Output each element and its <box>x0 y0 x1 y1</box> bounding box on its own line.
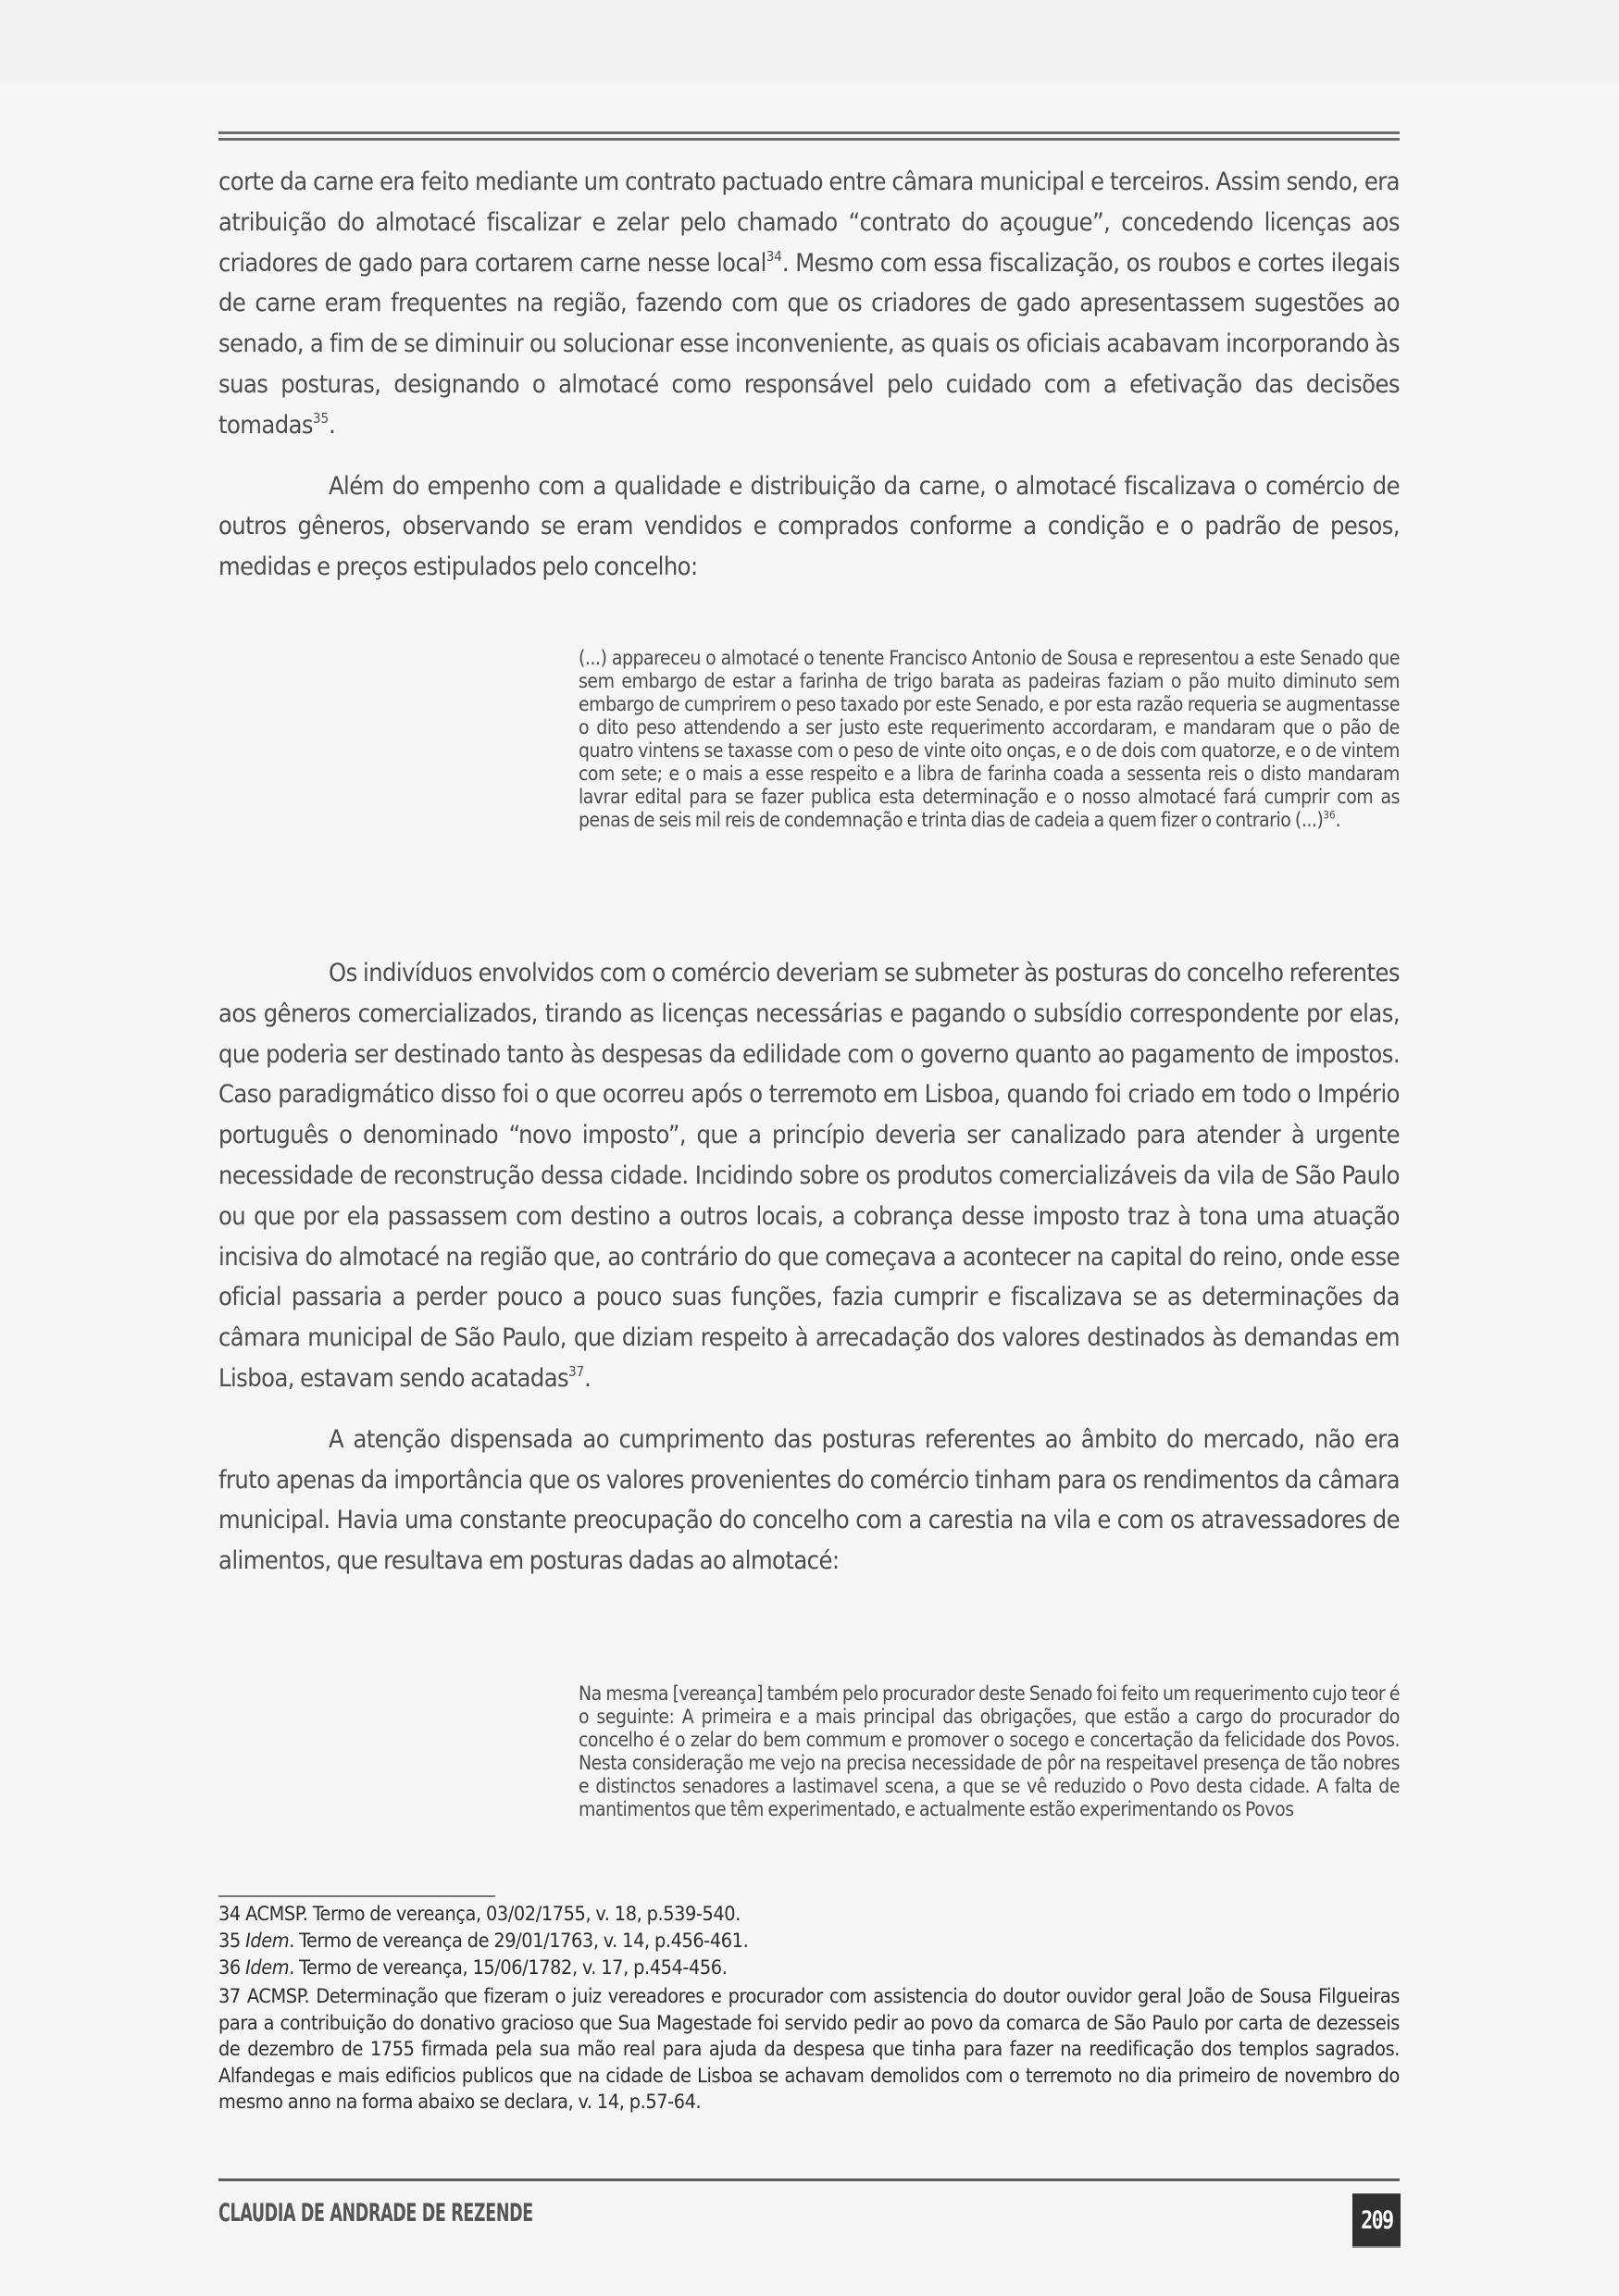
footnote-36: 36 Idem. Termo de vereança, 15/06/1782, v. 17, p.454-456. <box>218 1956 728 1980</box>
paragraph-4: A atenção dispensada ao cumprimento das posturas referentes ao âmbito do mercado, não era fruto apenas da importância que os valores provenientes do comércio tinham para os rendimentos da câmara municipal. Havia uma constante preocupação do concelho com a carestia na vila e com os atravessadores de alimentos, que resultava em posturas dadas ao almotacé: <box>218 1424 1400 1576</box>
footnotes <box>218 1901 1400 2116</box>
footer-author: CLAUDIA DE ANDRADE DE REZENDE <box>218 2199 533 2228</box>
block-quote-1: (...) appareceu o almotacé o tenente Francisco Antonio de Sousa e representou a este Senado que sem embargo de estar a farinha de trigo barata as padeiras faziam o pão muito diminuto sem embargo de cumprirem o peso taxado por este Senado, e por esta razão requeria se augmentasse o dito peso attendendo a ser justo este requerimento accordaram, e mandaram que o pão de quatro vintens se taxasse com o peso de vinte oito onças, e o de dois com quatorze, e o de vintem com sete; e o mais a esse respeito e a libra de farinha coada a sessenta reis o disto mandaram lavrar edital para se fazer publica esta determinação e o nosso almotacé fará cumprir com as penas de seis mil reis de condemnação e trinta dias de cadeia a quem fizer o contrario (...)$^{36}$. <box>579 647 1400 831</box>
footer-rule <box>218 2178 1400 2181</box>
body-section-2 <box>218 953 1400 1582</box>
footnote-35: 35 Idem. Termo de vereança de 29/01/1763, v. 14, p.456-461. <box>218 1930 749 1953</box>
footnote-ref-35[interactable]: 35 <box>313 409 330 427</box>
block-quote-2: Na mesma [vereança] também pelo procurador deste Senado foi feito um requerimento cujo teor é o seguinte: A primeira e a mais principal das obrigações, que estão a cargo do procurador do concelho é o zelar do bem commum e promover o socego e concertação da felicidade dos Povos. Nesta consideração me vejo na precisa necessidade de pôr na respeitavel presença de tão nobres e distinctos senadores a lastimavel scena, a que se vê reduzido o Povo desta cidade. A falta de mantimentos que têm experimentado, e actualmente estão experimentando os Povos <box>579 1682 1400 1820</box>
page-number-badge <box>1352 2193 1401 2248</box>
paragraph-1: corte da carne era feito mediante um contrato pactuado entre câmara municipal e terceiros. Assim sendo, era atribuição do almotacé fiscalizar e zelar pelo chamado “contrato do açougue”, concedendo licenças aos criadores de gado para cortarem carne nesse local$^{34}$. Mesmo com essa fiscalização, os roubos e cortes ilegais de carne eram frequentes na região, fazendo com que os criadores de gado apresentassem sugestões ao senado, a fim de se diminuir ou solucionar esse inconveniente, as quais os oficiais acabavam incorporando às suas posturas, designando o almotacé como responsável pelo cuidado com a efetivação das decisões tomadas$^{35}$. <box>218 168 1400 440</box>
footnote-34: 34 ACMSP. Termo de vereança, 03/02/1755, v. 18, p.539-540. <box>218 1903 741 1926</box>
paragraph-3: Os indivíduos envolvidos com o comércio deveriam se submeter às posturas do concelho referentes aos gêneros comercializados, tirando as licenças necessárias e pagando o subsídio correspondente por elas, que poderia ser destinado tanto às despesas da edilidade com o governo quanto ao pagamento de impostos. Caso paradigmático disso foi o que ocorreu após o terremoto em Lisboa, quando foi criado em todo o Império português o denominado “novo imposto”, que a princípio deveria ser canalizado para atender à urgente necessidade de reconstrução dessa cidade. Incidindo sobre os produtos comercializáveis da vila de São Paulo ou que por ela passassem com destino a outros locais, a cobrança desse imposto traz à tona uma atuação incisiva do almotacé na região que, ao contrário do que começava a acontecer na capital do reino, onde esse oficial passaria a perder pouco a pouco suas funções, fazia cumprir e fiscalizava se as determinações da câmara municipal de São Paulo, que diziam respeito à arrecadação dos valores destinados às demandas em Lisboa, estavam sendo acatadas$^{37}$. <box>218 959 1400 1393</box>
footnote-ref-36[interactable]: 36 <box>1323 808 1336 822</box>
footnote-37: 37 ACMSP. Determinação que fizeram o juiz vereadores e procurador com assistencia do doutor ouvidor geral João de Sousa Filgueiras para a contribuição do donativo gracioso que Sua Magestade foi servido pedir ao povo da comarca de São Paulo por carta de dezesseis de dezembro de 1755 firmada pela sua mão real para ajuda da despesa que tinha para fazer na reedificação dos templos sagrados. Alfandegas e mais edificios publicos que na cidade de Lisboa se achavam demolidos com o terremoto no dia primeiro de novembro do mesmo anno na forma abaixo se declara, v. 14, p.57-64. <box>218 1985 1400 2114</box>
footnote-ref-34[interactable]: 34 <box>766 247 782 265</box>
page-number: 209 <box>1360 2205 1393 2235</box>
paragraph-2: Além do empenho com a qualidade e distribuição da carne, o almotacé fiscalizava o comércio de outros gêneros, observando se eram vendidos e comprados conforme a condição e o padrão de pesos, medidas e preços estipulados pelo concelho: <box>218 471 1400 582</box>
footnote-separator <box>218 1895 495 1897</box>
header-rule-top <box>218 131 1400 134</box>
header-rule-bottom <box>218 138 1400 141</box>
body-section-1 <box>218 162 1400 588</box>
footnote-ref-37[interactable]: 37 <box>568 1362 585 1380</box>
